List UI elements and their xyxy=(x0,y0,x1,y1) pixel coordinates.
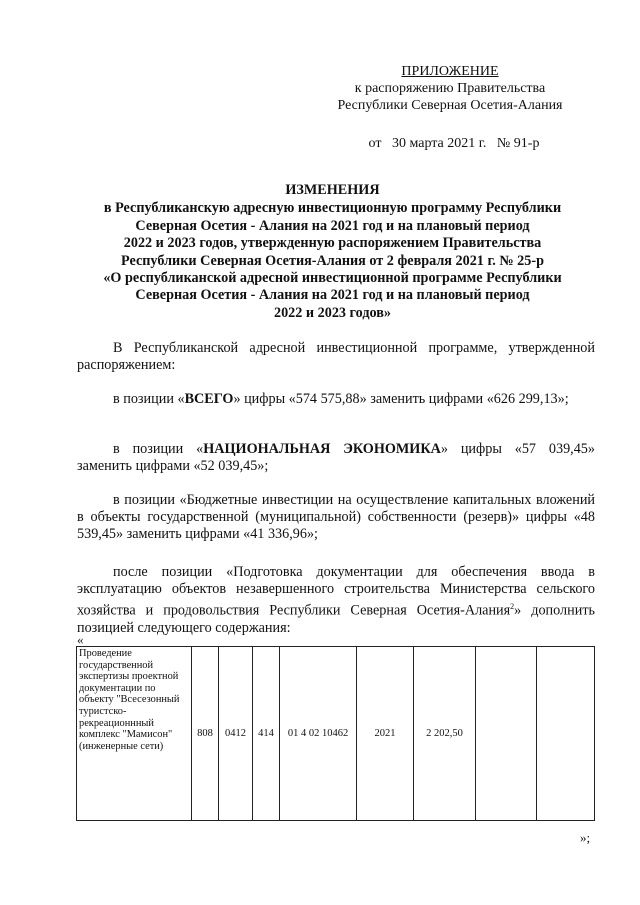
quote-open: « xyxy=(77,632,84,647)
quote-close: »; xyxy=(580,830,591,845)
document-title xyxy=(70,182,595,322)
title-line: 2022 и 2023 годов» xyxy=(273,304,391,321)
title-line: в Республиканскую адресную инвестиционную программу Республики xyxy=(103,200,562,217)
order-date-line: от 30 марта 2021 г. № 91-р xyxy=(368,136,540,151)
paragraph-intro: В Республиканской адресной инвестиционной программе, утвержденной распоряжением: xyxy=(77,340,595,373)
cell-name: Проведение государственной экспертизы проектной документации по объекту "Всесезонный туристско-рекреационнный комплекс "Мамисон" (инженерные сети) xyxy=(77,647,192,821)
paragraph-budget-investments: в позиции «Бюджетные инвестиции на осуществление капитальных вложений в объекты государственной (муниципальной) собственности (резерв)» цифры «48 539,45» заменить цифрами «41 336,96»; xyxy=(77,492,595,542)
cell-code-1: 808 xyxy=(192,647,219,821)
appendix-title: ПРИЛОЖЕНИЕ xyxy=(401,64,499,79)
appendix-line-2: Республики Северная Осетия-Алания xyxy=(337,98,563,113)
title-line: 2022 и 2023 годов, утвержденную распоряжением Правительства xyxy=(123,235,542,252)
title-line: «О республиканской адресной инвестиционной программе Республики xyxy=(103,270,562,287)
paragraph-national-economy: в позиции «НАЦИОНАЛЬНАЯ ЭКОНОМИКА» цифры «57 039,45» заменить цифрами «52 039,45»; xyxy=(77,441,595,474)
appendix-line-1: к распоряжению Правительства xyxy=(354,81,546,96)
bold-national-economy: НАЦИОНАЛЬНАЯ ЭКОНОМИКА xyxy=(203,441,441,457)
cell-code-3: 414 xyxy=(253,647,280,821)
paragraph-after-position: после позиции «Подготовка документации для обеспечения ввода в эксплуатацию объектов незавершенного строительства Министерства сельского хозяйства и продовольствия Республики Северная Осетия-Алания$^2$» дополнить позицией следующего содержания: xyxy=(77,564,595,636)
paragraph-total: в позиции «ВСЕГО» цифры «574 575,88» заменить цифрами «626 299,13»; xyxy=(113,391,569,407)
title-line: Северная Осетия - Алания на 2021 год и на плановый период xyxy=(135,217,530,234)
cell-empty-8 xyxy=(476,647,537,821)
inserted-position-table xyxy=(76,646,595,821)
appendix-header xyxy=(300,63,600,152)
cell-code-4: 01 4 02 10462 xyxy=(280,647,357,821)
table-row xyxy=(77,647,595,821)
title-line: Северная Осетия - Алания на 2021 год и на плановый период xyxy=(135,287,530,304)
cell-amount: 2 202,50 xyxy=(414,647,476,821)
cell-empty-9 xyxy=(537,647,595,821)
cell-code-2: 0412 xyxy=(219,647,253,821)
bold-total: ВСЕГО xyxy=(184,391,234,407)
title-line: Республики Северная Осетия-Алания от 2 февраля 2021 г. № 25-р xyxy=(121,252,544,269)
cell-year: 2021 xyxy=(357,647,414,821)
document-heading: ИЗМЕНЕНИЯ xyxy=(285,182,380,198)
